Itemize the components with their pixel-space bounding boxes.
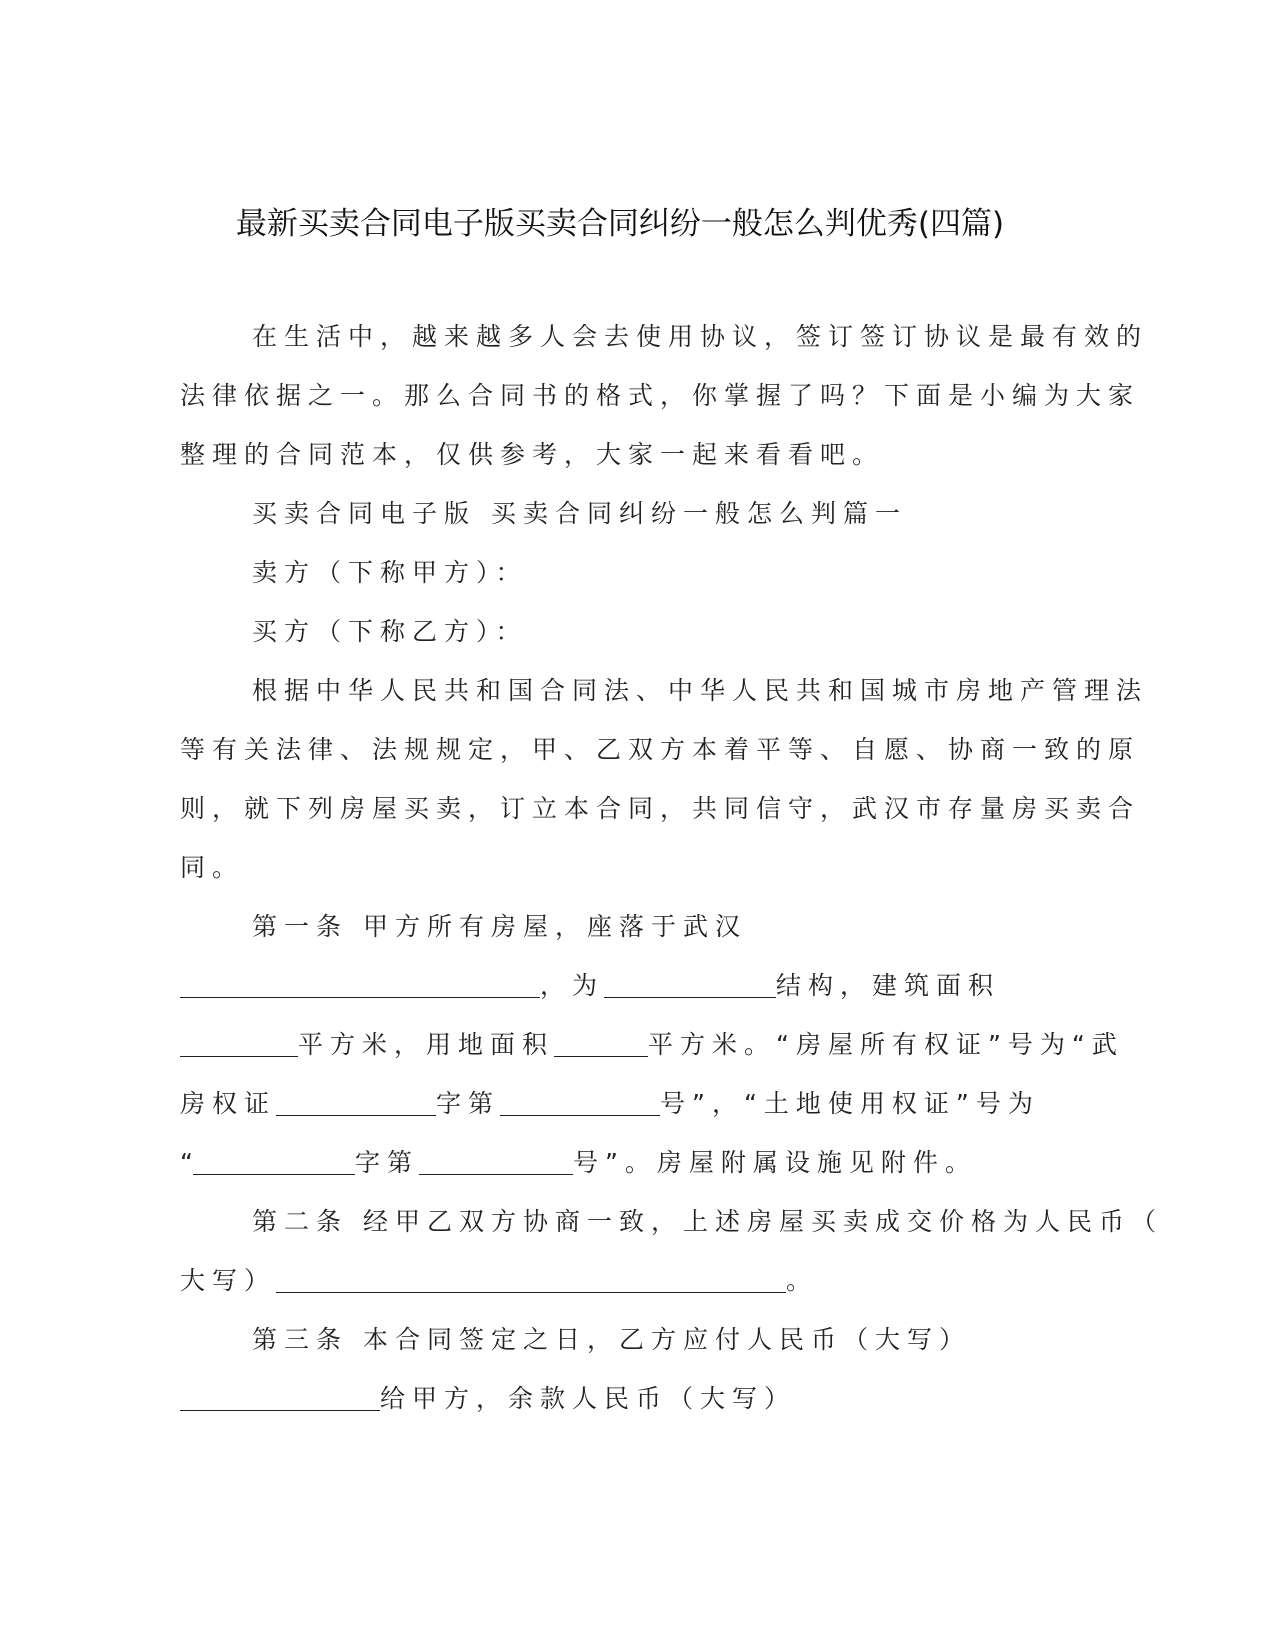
down-payment-blank[interactable]: [180, 1380, 380, 1411]
article1-text: 房权证: [180, 1089, 277, 1118]
article2-line-2: [180, 1259, 1040, 1318]
land-cert-word-blank[interactable]: [193, 1144, 355, 1175]
building-area-blank[interactable]: [180, 1026, 298, 1057]
article1-line-3: [180, 1023, 1124, 1082]
house-cert-word-blank[interactable]: [276, 1085, 436, 1116]
intro-line-1: 在生活中，越来越多人会去使用协议，签订签订协议是最有效的: [252, 322, 1149, 351]
article1-text: 号”，“土地使用权证”号为: [660, 1089, 1040, 1118]
preamble-line-1: 根据中华人民共和国合同法、中华人民共和国城市房地产管理法: [252, 676, 1149, 705]
article1-line-1: 第一条 甲方所有房屋，座落于武汉: [252, 912, 747, 941]
structure-blank[interactable]: [604, 967, 776, 998]
article1-text: 平方米。“房屋所有权证”号为“武: [648, 1030, 1124, 1059]
article3-line-1: 第三条 本合同签定之日，乙方应付人民币（大写）: [252, 1325, 971, 1354]
article1-line-4: [180, 1082, 1040, 1141]
article2-line-1: 第二条 经甲乙双方协商一致，上述房屋买卖成交价格为人民币（: [252, 1207, 1163, 1236]
land-cert-number-blank[interactable]: [419, 1144, 573, 1175]
preamble-line-3: 则，就下列房屋买卖，订立本合同，共同信守，武汉市存量房买卖合: [180, 794, 1141, 823]
article1-text: 结构，建筑面积: [776, 971, 1001, 1000]
document-body: [180, 315, 1163, 1436]
price-blank[interactable]: [276, 1262, 786, 1293]
buyer-label: 买方（下称乙方）：: [252, 617, 528, 646]
preamble-line-2: 等有关法律、法规规定，甲、乙双方本着平等、自愿、协商一致的原: [180, 735, 1141, 764]
article1-text: “: [180, 1148, 193, 1177]
article3-line-2: [180, 1377, 1040, 1436]
land-area-blank[interactable]: [554, 1026, 648, 1057]
article1-text: ，为: [540, 971, 605, 1000]
intro-line-2: 法律依据之一。那么合同书的格式，你掌握了吗？下面是小编为大家: [180, 381, 1141, 410]
article1-text: 字第: [354, 1148, 419, 1177]
article1-text: 平方米，用地面积: [298, 1030, 555, 1059]
article2-text: 大写）: [180, 1266, 277, 1295]
article1-line-5: [180, 1141, 1040, 1200]
document-title: 最新买卖合同电子版买卖合同纠纷一般怎么判优秀(四篇): [235, 206, 1005, 242]
seller-label: 卖方（下称甲方）：: [252, 558, 528, 587]
section-heading: 买卖合同电子版 买卖合同纠纷一般怎么判篇一: [252, 499, 907, 528]
article1-text: 号”。房屋附属设施见附件。: [572, 1148, 977, 1177]
intro-line-3: 整理的合同范本，仅供参考，大家一起来看看吧。: [180, 440, 885, 469]
preamble-line-4: 同。: [180, 853, 245, 882]
location-blank[interactable]: [180, 967, 540, 998]
house-cert-number-blank[interactable]: [500, 1085, 660, 1116]
article1-text: 字第: [436, 1089, 501, 1118]
article3-text: 给甲方，余款人民币（大写）: [380, 1384, 797, 1413]
article2-text: 。: [786, 1266, 819, 1295]
article1-line-2: [180, 964, 1040, 1023]
